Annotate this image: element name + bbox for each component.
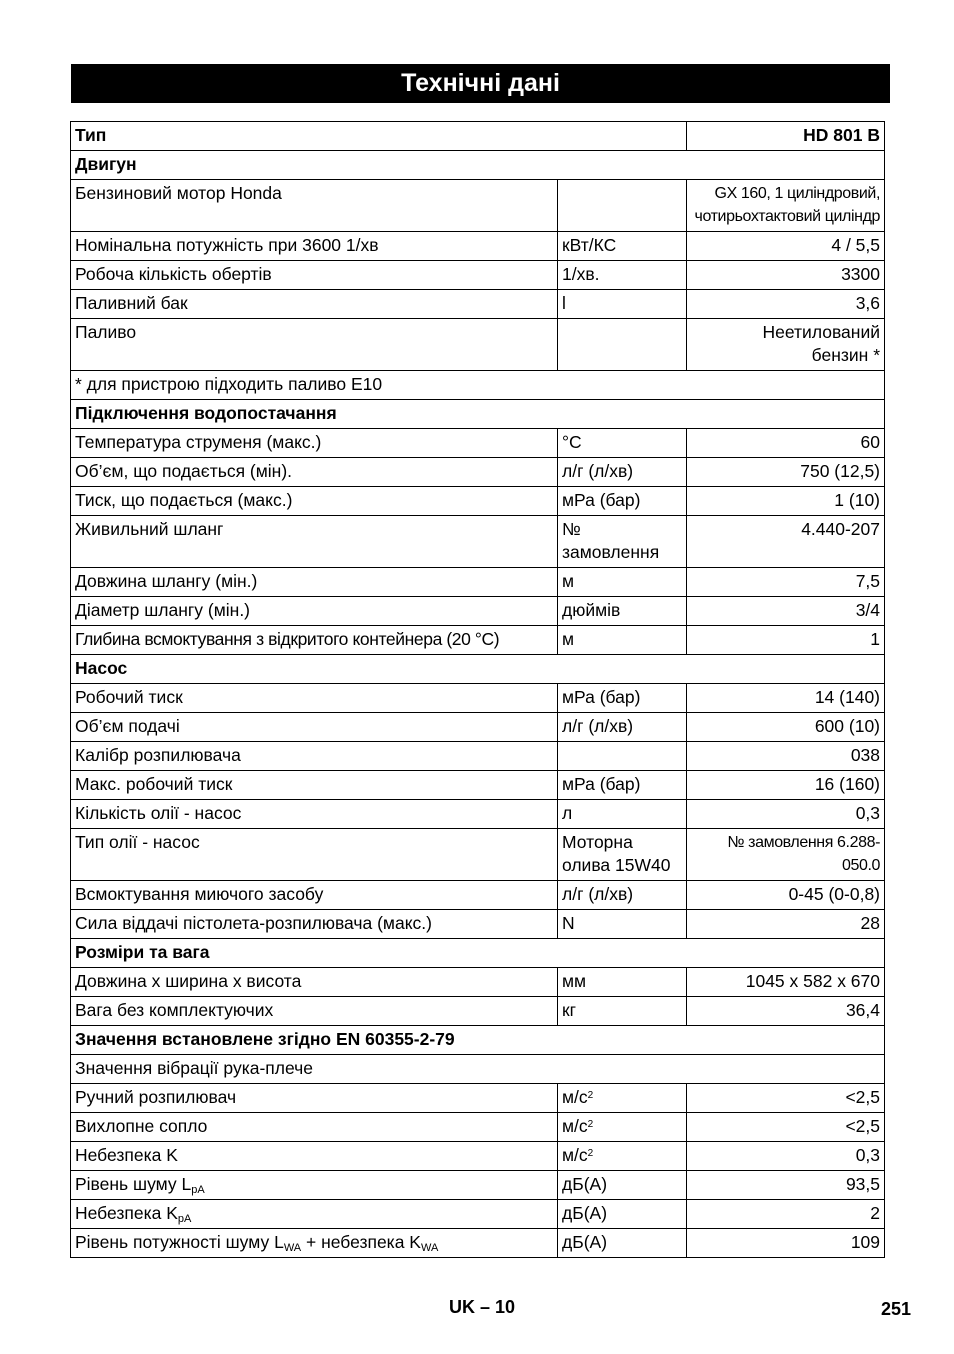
row-label bbox=[71, 1200, 558, 1229]
table-row bbox=[71, 319, 885, 371]
row-unit: мРа (бар) bbox=[558, 487, 687, 516]
table-row bbox=[71, 1113, 885, 1142]
table-row bbox=[71, 1229, 885, 1258]
row-label: Номінальна потужність при 3600 1/хв bbox=[71, 232, 558, 261]
row-value: 60 bbox=[687, 429, 885, 458]
table-row bbox=[71, 597, 885, 626]
row-unit: 1/хв. bbox=[558, 261, 687, 290]
row-unit bbox=[558, 180, 687, 232]
row-unit: л/г (л/хв) bbox=[558, 458, 687, 487]
row-value: 0,3 bbox=[687, 800, 885, 829]
section-pump: Насос bbox=[71, 655, 885, 684]
row-unit: °C bbox=[558, 429, 687, 458]
row-value: 600 (10) bbox=[687, 713, 885, 742]
row-value: 3/4 bbox=[687, 597, 885, 626]
table-row bbox=[71, 881, 885, 910]
row-value: 7,5 bbox=[687, 568, 885, 597]
row-unit: N bbox=[558, 910, 687, 939]
section-row bbox=[71, 939, 885, 968]
row-value: 3,6 bbox=[687, 290, 885, 319]
table-row bbox=[71, 429, 885, 458]
row-label: Тип олії - насос bbox=[71, 829, 558, 881]
type-label: Тип bbox=[71, 122, 687, 151]
table-row bbox=[71, 968, 885, 997]
table-row bbox=[71, 910, 885, 939]
row-unit: кВт/КС bbox=[558, 232, 687, 261]
table-row bbox=[71, 829, 885, 881]
fuel-note: * для пристрою підходить паливо E10 bbox=[71, 371, 885, 400]
row-unit: мм bbox=[558, 968, 687, 997]
section-row bbox=[71, 400, 885, 429]
row-value: 2 bbox=[687, 1200, 885, 1229]
section-values: Значення встановлене згідно EN 60355-2-79 bbox=[71, 1026, 885, 1055]
row-value: 16 (160) bbox=[687, 771, 885, 800]
unit-text: м/с bbox=[562, 1145, 588, 1165]
row-value: 1 (10) bbox=[687, 487, 885, 516]
row-label: Температура струменя (макс.) bbox=[71, 429, 558, 458]
page-number: 251 bbox=[880, 1299, 911, 1319]
section-row bbox=[71, 1026, 885, 1055]
row-value: <2,5 bbox=[687, 1084, 885, 1113]
section-engine: Двигун bbox=[71, 151, 885, 180]
row-unit: дБ(А) bbox=[558, 1229, 687, 1258]
row-value: 4.440-207 bbox=[687, 516, 885, 568]
table-row bbox=[71, 713, 885, 742]
page-title: Технічні дані bbox=[71, 64, 890, 103]
row-value: 038 bbox=[687, 742, 885, 771]
row-label: Об’єм подачі bbox=[71, 713, 558, 742]
table-row bbox=[71, 1142, 885, 1171]
table-row bbox=[71, 800, 885, 829]
row-unit: мРа (бар) bbox=[558, 771, 687, 800]
table-row bbox=[71, 1200, 885, 1229]
footer-section-label: UK – 10 bbox=[449, 1297, 516, 1317]
row-label: Робоча кількість обертів bbox=[71, 261, 558, 290]
row-label: Кількість олії - насос bbox=[71, 800, 558, 829]
row-label: Калібр розпилювача bbox=[71, 742, 558, 771]
row-label: Небезпека K bbox=[71, 1142, 558, 1171]
row-label: Вага без комплектуючих bbox=[71, 997, 558, 1026]
label-text: Рівень потужності шуму L bbox=[75, 1232, 284, 1252]
row-label: Паливний бак bbox=[71, 290, 558, 319]
table-row bbox=[71, 742, 885, 771]
row-unit: Моторна олива 15W40 bbox=[558, 829, 687, 881]
row-unit: м bbox=[558, 626, 687, 655]
unit-sup: 2 bbox=[587, 1090, 594, 1101]
table-row bbox=[71, 684, 885, 713]
label-text: Небезпека K bbox=[75, 1203, 178, 1223]
row-unit: мРа (бар) bbox=[558, 684, 687, 713]
section-dimensions: Розміри та вага bbox=[71, 939, 885, 968]
row-label: Тиск, що подається (макс.) bbox=[71, 487, 558, 516]
row-value: 93,5 bbox=[687, 1171, 885, 1200]
row-value: 0,3 bbox=[687, 1142, 885, 1171]
table-row bbox=[71, 626, 885, 655]
unit-sup: 2 bbox=[587, 1119, 594, 1130]
label-sub: pA bbox=[177, 1213, 192, 1225]
table-row bbox=[71, 568, 885, 597]
row-value: 28 bbox=[687, 910, 885, 939]
table-row bbox=[71, 290, 885, 319]
row-label: Сила віддачі пістолета-розпилювача (макс.) bbox=[71, 910, 558, 939]
unit-text: м/с bbox=[562, 1116, 588, 1136]
row-unit: м bbox=[558, 568, 687, 597]
row-label: Об’єм, що подається (мін). bbox=[71, 458, 558, 487]
label-text: + небезпека K bbox=[301, 1232, 421, 1252]
row-unit bbox=[558, 1142, 687, 1171]
row-label: Паливо bbox=[71, 319, 558, 371]
row-value: 750 (12,5) bbox=[687, 458, 885, 487]
row-label bbox=[71, 1229, 558, 1258]
table-row bbox=[71, 516, 885, 568]
row-value: 1 bbox=[687, 626, 885, 655]
row-label: Ручний розпилювач bbox=[71, 1084, 558, 1113]
row-unit bbox=[558, 1084, 687, 1113]
table-row bbox=[71, 771, 885, 800]
row-unit: л bbox=[558, 800, 687, 829]
row-value: № замовлення 6.288-050.0 bbox=[687, 829, 885, 881]
label-sub: pA bbox=[191, 1184, 205, 1196]
row-value: GX 160, 1 циліндровий, чотирьохтактовий циліндр bbox=[687, 180, 885, 232]
row-label: Живильний шланг bbox=[71, 516, 558, 568]
table-row bbox=[71, 997, 885, 1026]
section-water: Підключення водопостачання bbox=[71, 400, 885, 429]
note-row bbox=[71, 371, 885, 400]
row-value: <2,5 bbox=[687, 1113, 885, 1142]
row-label: Довжина шлангу (мін.) bbox=[71, 568, 558, 597]
table-row bbox=[71, 458, 885, 487]
section-row bbox=[71, 151, 885, 180]
row-value: 109 bbox=[687, 1229, 885, 1258]
row-label: Вихлопне сопло bbox=[71, 1113, 558, 1142]
row-unit: № замовлення bbox=[558, 516, 687, 568]
section-row bbox=[71, 655, 885, 684]
row-value: 0-45 (0-0,8) bbox=[687, 881, 885, 910]
row-unit: кг bbox=[558, 997, 687, 1026]
table-row bbox=[71, 487, 885, 516]
row-unit bbox=[558, 1113, 687, 1142]
row-unit: л/г (л/хв) bbox=[558, 881, 687, 910]
row-label: Бензиновий мотор Honda bbox=[71, 180, 558, 232]
table-row bbox=[71, 261, 885, 290]
row-value: 3300 bbox=[687, 261, 885, 290]
table-row bbox=[71, 122, 885, 151]
row-value: 4 / 5,5 bbox=[687, 232, 885, 261]
label-sub: WA bbox=[421, 1242, 439, 1254]
table-row bbox=[71, 180, 885, 232]
label-text: Рівень шуму L bbox=[75, 1174, 192, 1194]
row-unit: дБ(А) bbox=[558, 1171, 687, 1200]
row-label: Глибина всмоктування з відкритого контейнера (20 °C) bbox=[71, 626, 558, 655]
unit-sup: 2 bbox=[587, 1148, 594, 1159]
model-name: HD 801 B bbox=[687, 122, 885, 151]
row-value: Неетилований бензин * bbox=[687, 319, 885, 371]
row-unit: л/г (л/хв) bbox=[558, 713, 687, 742]
table-row bbox=[71, 1084, 885, 1113]
row-unit: дюймів bbox=[558, 597, 687, 626]
vibration-heading: Значення вібрації рука-плече bbox=[71, 1055, 885, 1084]
row-value: 14 (140) bbox=[687, 684, 885, 713]
row-unit: l bbox=[558, 290, 687, 319]
row-label: Робочий тиск bbox=[71, 684, 558, 713]
row-label bbox=[71, 1171, 558, 1200]
row-value: 1045 x 582 x 670 bbox=[687, 968, 885, 997]
row-label: Довжина x ширина x висота bbox=[71, 968, 558, 997]
tech-data-table bbox=[70, 121, 885, 1258]
table-row bbox=[71, 232, 885, 261]
row-unit: дБ(А) bbox=[558, 1200, 687, 1229]
label-sub: WA bbox=[283, 1242, 302, 1254]
table-row bbox=[71, 1171, 885, 1200]
row-unit bbox=[558, 319, 687, 371]
row-label: Діаметр шлангу (мін.) bbox=[71, 597, 558, 626]
row-value: 36,4 bbox=[687, 997, 885, 1026]
row-label: Макс. робочий тиск bbox=[71, 771, 558, 800]
note-row bbox=[71, 1055, 885, 1084]
unit-text: м/с bbox=[562, 1087, 588, 1107]
row-label: Всмоктування миючого засобу bbox=[71, 881, 558, 910]
row-unit bbox=[558, 742, 687, 771]
